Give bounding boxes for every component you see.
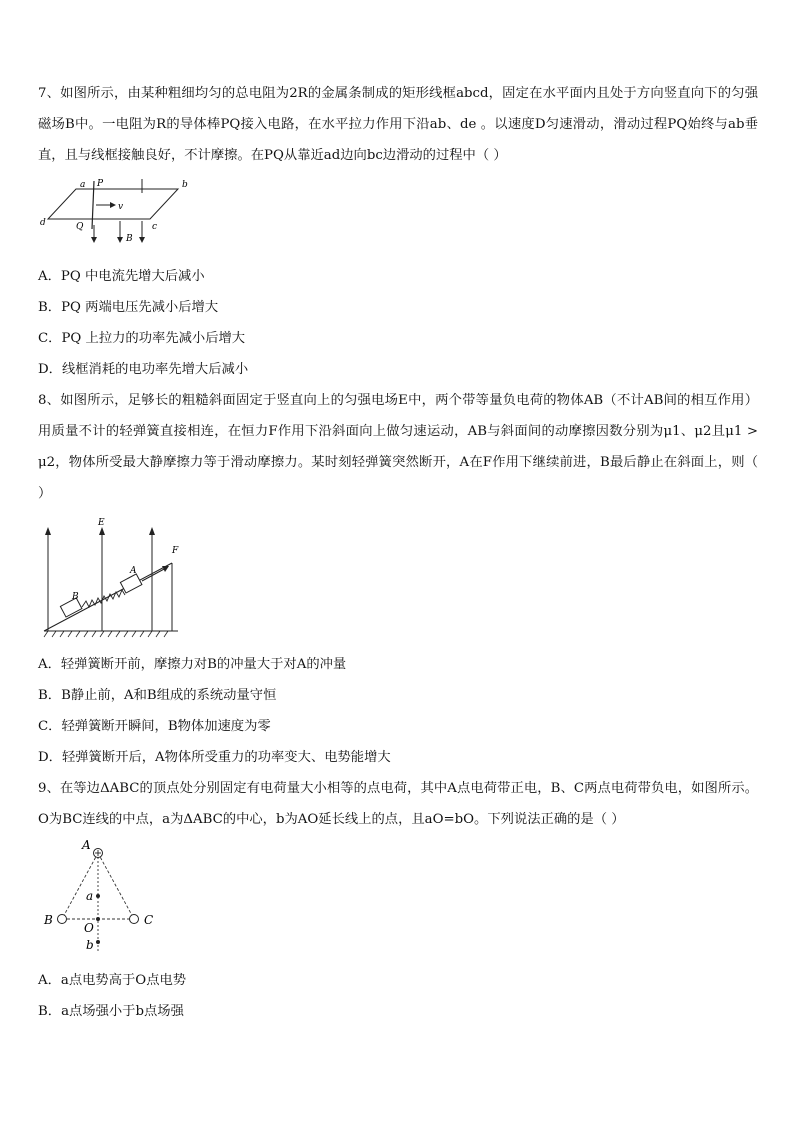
label-Q: Q: [76, 222, 84, 232]
label-b: b: [86, 938, 94, 952]
label-a: a: [86, 889, 94, 903]
q8-option-b: B．B静止前，A和B组成的系统动量守恒: [38, 688, 277, 703]
q7-stem: 7、如图所示，由某种粗细均匀的总电阻为2R的金属条制成的矩形线框abcd，固定在水平面内且处于方向竖直向下的匀强磁场B中。一电阻为R的导体棒PQ接入电路，在水平拉力作用下沿ab、de 。以速度D匀速滑动，滑动过程PQ始终与ab垂直，且与线框接触良好，不计摩擦。在PQ从靠近ad边向bc边滑动的过程中（ ）: [38, 86, 758, 163]
label-C: C: [144, 913, 154, 927]
q7-option-c: C．PQ 上拉力的功率先减小后增大: [38, 331, 246, 346]
label-F: F: [172, 546, 179, 556]
rectangular-frame-diagram: [38, 175, 208, 255]
label-b: b: [182, 180, 188, 190]
label-v: v: [118, 202, 124, 212]
q8-option-c: C．轻弹簧断开瞬间，B物体加速度为零: [38, 719, 271, 734]
q9-option-a: A．a点电势高于O点电势: [38, 973, 187, 988]
q8-figure: [38, 513, 758, 643]
label-A: A: [130, 566, 137, 576]
q9-option-b: B．a点场强小于b点场强: [38, 1004, 184, 1019]
q8-option-d: D．轻弹簧断开后，A物体所受重力的功率变大、电势能增大: [38, 750, 391, 765]
label-B: B: [44, 913, 53, 927]
label-O: O: [84, 921, 94, 935]
label-a: a: [80, 180, 86, 190]
label-P: P: [97, 179, 104, 189]
exam-page: [38, 78, 758, 1027]
incline-spring-diagram: [38, 513, 198, 643]
q7-figure: [38, 175, 758, 255]
q9-figure: [38, 839, 758, 959]
label-B: B: [126, 234, 133, 244]
q7-option-a: A．PQ 中电流先增大后减小: [38, 269, 205, 284]
triangle-charges-diagram: [38, 839, 188, 959]
label-c: c: [152, 222, 158, 232]
q8-option-a: A．轻弹簧断开前，摩擦力对B的冲量大于对A的冲量: [38, 657, 347, 672]
q7-option-b: B．PQ 两端电压先减小后增大: [38, 300, 219, 315]
label-d: d: [40, 218, 46, 228]
q7-option-d: D．线框消耗的电功率先增大后减小: [38, 362, 249, 377]
label-A: A: [82, 839, 91, 852]
q9-stem: 9、在等边ΔABC的顶点处分别固定有电荷量大小相等的点电荷，其中A点电荷带正电，B、C两点电荷带负电，如图所示。O为BC连线的中点，a为ΔABC的中心，b为AO延长线上的点，且aO=bO。下列说法正确的是（ ）: [38, 781, 758, 827]
label-E: E: [98, 518, 105, 528]
label-B: B: [72, 592, 79, 602]
q8-stem: 8、如图所示，足够长的粗糙斜面固定于竖直向上的匀强电场E中，两个带等量负电荷的物体AB（不计AB间的相互作用）用质量不计的轻弹簧直接相连，在恒力F作用下沿斜面向上做匀速运动，AB与斜面间的动摩擦因数分别为μ1、μ2且μ1 > μ2，物体所受最大静摩擦力等于滑动摩擦力。某时刻轻弹簧突然断开，A在F作用下继续前进，B最后静止在斜面上，则（ ）: [38, 393, 758, 501]
